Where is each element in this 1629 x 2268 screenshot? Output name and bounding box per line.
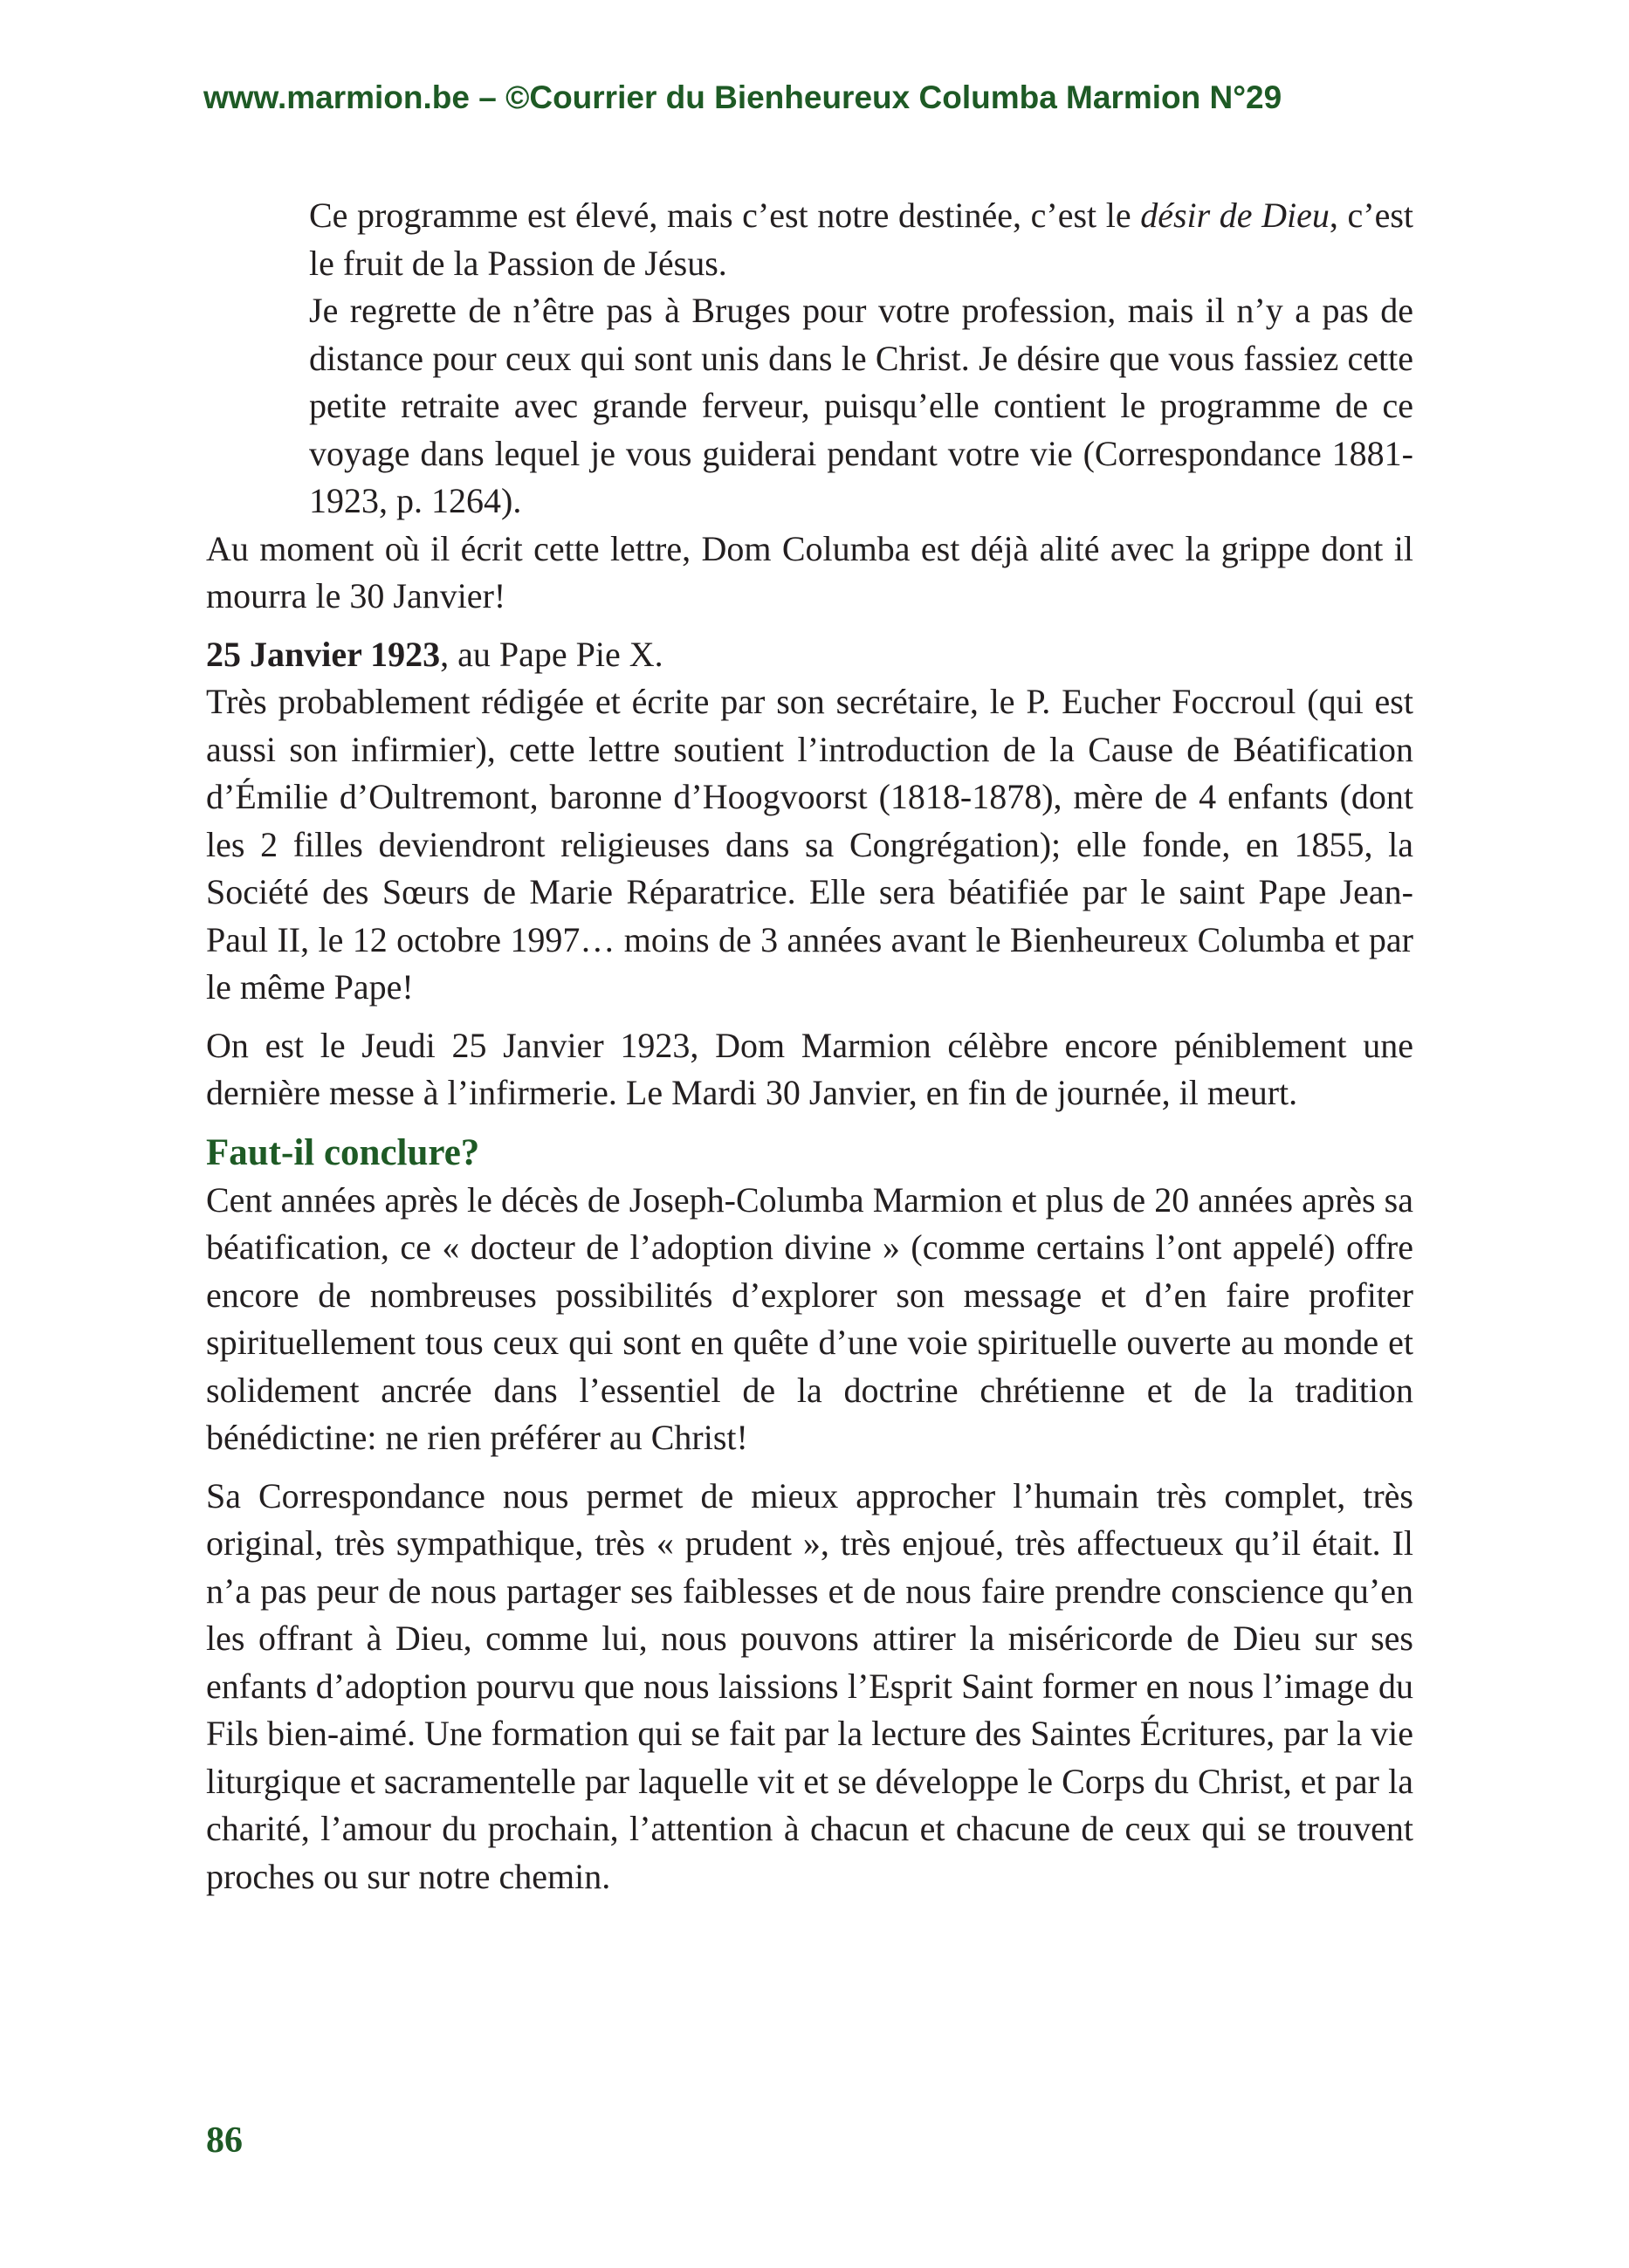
quoted-letter [206,192,1413,526]
paragraph-letter: Très probablement rédigée et écrite par son secrétaire, le P. Eucher Foccroul (qui est aussi son infirmier), cette lettre soutient l’introduction de la Cause de Béatification d’Émilie d’Oultremont, baronne d’Hoogvoorst (1818-1878), mère de 4 enfants (dont les 2 filles deviendront religieuses dans sa Congrégation); elle fonde, en 1855, la Société des Sœurs de Marie Réparatrice. Elle sera béatifiée par le saint Pape Jean-Paul II, le 12 octobre 1997… moins de 3 années avant le Bienheureux Columba et par le même Pape! [206,682,1413,1007]
quote-text: Ce programme est élevé, mais c’est notre destinée, c’est le [309,196,1141,235]
letter-date: 25 Janvier 1923 [206,634,441,674]
paragraph-after-quote: Au moment où il écrit cette lettre, Dom Columba est déjà alité avec la grippe dont il mourra le 30 Janvier! [206,528,1413,615]
section-heading: Faut-il conclure? [206,1131,480,1173]
paragraph-conclusion-1: Cent années après le décès de Joseph-Columba Marmion et plus de 20 années après sa béatification, ce « docteur de l’adoption divine » (comme certains l’ont appelé) offre encore de nombreuses possibilités d’explorer son message et d’en faire profiter spirituellement tous ceux qui sont en quête d’une voie spirituelle ouverte au monde et solidement ancrée dans l’essentiel de la doctrine chrétienne et de la tradition bénédictine: ne rien préférer au Christ! [206,1179,1413,1457]
quote-paragraph-1 [309,192,1413,287]
quote-italic-text: désir de Dieu [1140,196,1330,235]
paragraph-jeudi: On est le Jeudi 25 Janvier 1923, Dom Marmion célèbre encore péniblement une dernière messe à l’infirmerie. Le Mardi 30 Janvier, en fin de journée, il meurt. [206,1025,1413,1112]
page-body [206,192,1413,1900]
page-number: 86 [206,2120,243,2161]
quote-text: , c’est le fruit de la Passion de Jésus. [309,196,1414,283]
quote-paragraph-2: Je regrette de n’être pas à Bruges pour votre profession, mais il n’y a pas de distance pour ceux qui sont unis dans le Christ. Je désire que vous fassiez cette petite retraite avec grande ferveur, puisqu’elle contient le programme de ce voyage dans lequel je vous guiderai pendant votre vie (Correspondance 1881-1923, p. 1264). [309,291,1413,520]
letter-recipient: , au Pape Pie X. [440,634,663,674]
paragraph-conclusion-2: Sa Correspondance nous permet de mieux approcher l’humain très complet, très original, très sympathique, très « prudent », très enjoué, très affectueux qu’il était. Il n’a pas peur de nous partager ses faiblesses et de nous faire prendre conscience qu’en les offrant à Dieu, comme lui, nous pouvons attirer la miséricorde de Dieu sur ses enfants d’adoption pourvu que nous laissions l’Esprit Saint former en nous l’image du Fils bien-aimé. Une formation qui se fait par la lecture des Saintes Écritures, par la vie liturgique et sacramentelle par laquelle vit et se développe le Corps du Christ, et par la charité, l’amour du prochain, l’attention à chacun et chacune de ceux qui se trouvent proches ou sur notre chemin. [206,1475,1413,1896]
running-header: www.marmion.be – ©Courrier du Bienheureux Columba Marmion N°29 [203,79,1282,115]
letter-entry-title [206,631,1413,679]
